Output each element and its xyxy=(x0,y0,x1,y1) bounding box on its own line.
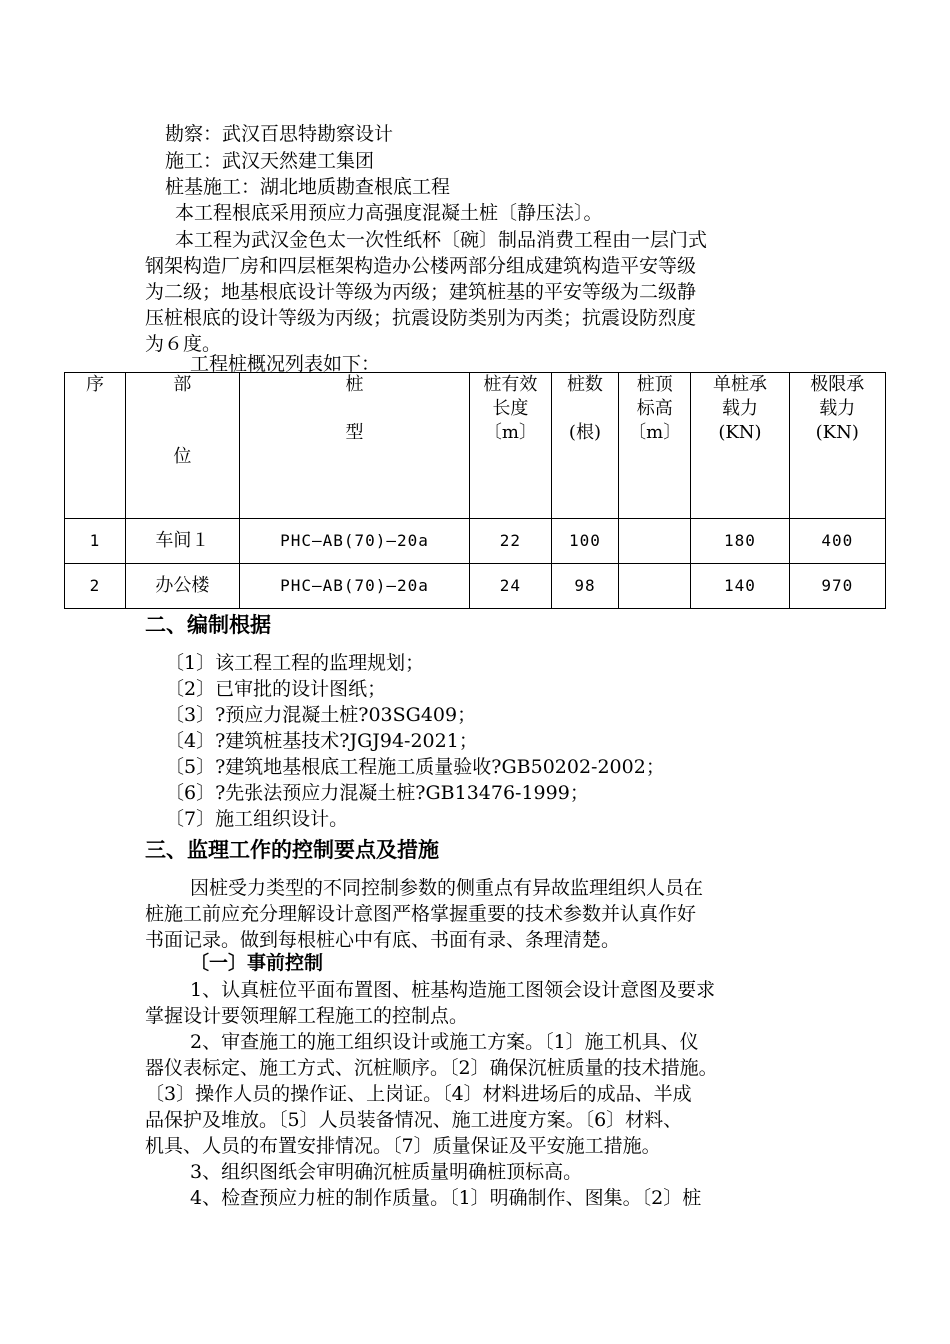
cell-count: 100 xyxy=(551,519,618,564)
item2-line: 〔3〕操作人员的操作证、上岗证。〔4〕材料进场后的成品、半成 xyxy=(145,1083,692,1105)
header-length-text: 〔m〕 xyxy=(483,422,537,443)
header-seq xyxy=(65,373,126,519)
basis-item: 〔6〕?先张法预应力混凝土桩?GB13476-1999； xyxy=(165,782,589,804)
basis-item: 〔5〕?建筑地基根底工程施工质量验收?GB50202-2002； xyxy=(165,756,665,778)
item1-line: 1、认真桩位平面布置图、桩基构造施工图领会设计意图及要求 xyxy=(190,979,716,1001)
cell-type: PHC—AB(70)—20a xyxy=(239,519,469,564)
basis-item: 〔2〕已审批的设计图纸； xyxy=(165,678,387,700)
header-single xyxy=(691,373,789,519)
cell-part: 办公楼 xyxy=(125,564,239,609)
cell-single: 180 xyxy=(691,519,789,564)
header-type xyxy=(239,373,469,519)
pile-type-line: 本工程根底采用预应力高强度混凝土桩〔静压法〕。 xyxy=(175,202,603,224)
item4-line: 4、检查预应力桩的制作质量。〔1〕明确制作、图集。〔2〕桩 xyxy=(190,1187,702,1209)
header-top xyxy=(619,373,691,519)
intro-para-line: 本工程为武汉金色太一次性纸杯〔碗〕制品消费工程由一层门式 xyxy=(175,229,708,251)
cell-limit: 400 xyxy=(789,519,885,564)
header-part xyxy=(125,373,239,519)
header-count xyxy=(551,373,618,519)
cell-top xyxy=(619,519,691,564)
basis-item: 〔1〕该工程工程的监理规划； xyxy=(165,652,425,674)
header-length xyxy=(470,373,552,519)
cell-part: 车间１ xyxy=(125,519,239,564)
header-single-text: 载力 xyxy=(721,398,758,419)
basis-item: 〔4〕?建筑桩基技术?JGJ94-2021； xyxy=(165,730,478,752)
header-type-text-1: 桩 xyxy=(345,374,364,395)
intro-para-line: 为二级；地基根底设计等级为丙级；建筑桩基的平安等级为二级静 xyxy=(145,281,697,303)
header-limit-text: (KN) xyxy=(815,422,859,443)
table-caption: 工程桩概况列表如下： xyxy=(190,353,381,375)
pile-construction-line: 桩基施工：湖北地质勘查根底工程 xyxy=(165,176,451,198)
basis-item: 〔3〕?预应力混凝土桩?03SG409； xyxy=(165,704,477,726)
cell-single: 140 xyxy=(691,564,789,609)
item2-line: 2、审查施工的施工组织设计或施工方案。〔1〕施工机具、仪 xyxy=(190,1031,699,1053)
intro-para-line: 压桩根底的设计等级为丙级；抗震设防类别为丙类；抗震设防烈度 xyxy=(145,307,697,329)
cell-limit: 970 xyxy=(789,564,885,609)
pile-table xyxy=(64,372,886,609)
cell-top xyxy=(619,564,691,609)
header-single-text: (KN) xyxy=(718,422,762,443)
item2-line: 器仪表标定、施工方式、沉桩顺序。〔2〕确保沉桩质量的技术措施。 xyxy=(145,1057,718,1079)
item2-line: 机具、人员的布置安排情况。〔7〕质量保证及平安施工措施。 xyxy=(145,1135,661,1157)
intro-para-line: 为６度。 xyxy=(145,333,222,355)
header-length-text: 长度 xyxy=(492,398,529,419)
item3-line: 3、组织图纸会审明确沉桩质量明确桩顶标高。 xyxy=(190,1161,583,1183)
header-seq-text: 序 xyxy=(85,374,104,395)
header-length-text: 桩有效 xyxy=(483,374,538,395)
header-top-text: 〔m〕 xyxy=(628,422,682,443)
header-limit xyxy=(789,373,885,519)
header-type-text-2: 型 xyxy=(345,422,364,443)
header-part-text-1: 部 xyxy=(173,374,192,395)
header-part-text-2: 位 xyxy=(173,446,192,467)
header-count-text: (根) xyxy=(568,422,601,443)
cell-seq: 1 xyxy=(65,519,126,564)
header-single-text: 单桩承 xyxy=(712,374,767,395)
table-row xyxy=(65,564,886,609)
cell-length: 24 xyxy=(470,564,552,609)
sub1-title: 〔一〕事前控制 xyxy=(190,952,324,974)
section3-title: 三、监理工作的控制要点及措施 xyxy=(145,838,439,862)
header-limit-text: 载力 xyxy=(819,398,856,419)
construction-line: 施工：武汉天然建工集团 xyxy=(165,150,375,172)
item2-line: 品保护及堆放。〔5〕人员装备情况、施工进度方案。〔6〕材料、 xyxy=(145,1109,683,1131)
cell-count: 98 xyxy=(551,564,618,609)
cell-seq: 2 xyxy=(65,564,126,609)
table-row xyxy=(65,519,886,564)
section3-para-line: 书面记录。做到每根桩心中有底、书面有录、条理清楚。 xyxy=(145,929,621,951)
section3-para-line: 桩施工前应充分理解设计意图严格掌握重要的技术参数并认真作好 xyxy=(145,903,697,925)
section3-para-line: 因桩受力类型的不同控制参数的侧重点有异故监理组织人员在 xyxy=(190,877,704,899)
section2-title: 二、编制根据 xyxy=(145,613,271,637)
table-header-row xyxy=(65,373,886,519)
survey-line: 勘察：武汉百思特勘察设计 xyxy=(165,123,394,145)
intro-para-line: 钢架构造厂房和四层框架构造办公楼两部分组成建筑构造平安等级 xyxy=(145,255,697,277)
header-top-text: 标高 xyxy=(636,398,673,419)
header-top-text: 桩顶 xyxy=(636,374,673,395)
cell-type: PHC—AB(70)—20a xyxy=(239,564,469,609)
item1-line: 掌握设计要领理解工程施工的控制点。 xyxy=(145,1005,469,1027)
basis-item: 〔7〕施工组织设计。 xyxy=(165,808,349,830)
header-limit-text: 极限承 xyxy=(810,374,865,395)
header-count-text: 桩数 xyxy=(566,374,603,395)
cell-length: 22 xyxy=(470,519,552,564)
